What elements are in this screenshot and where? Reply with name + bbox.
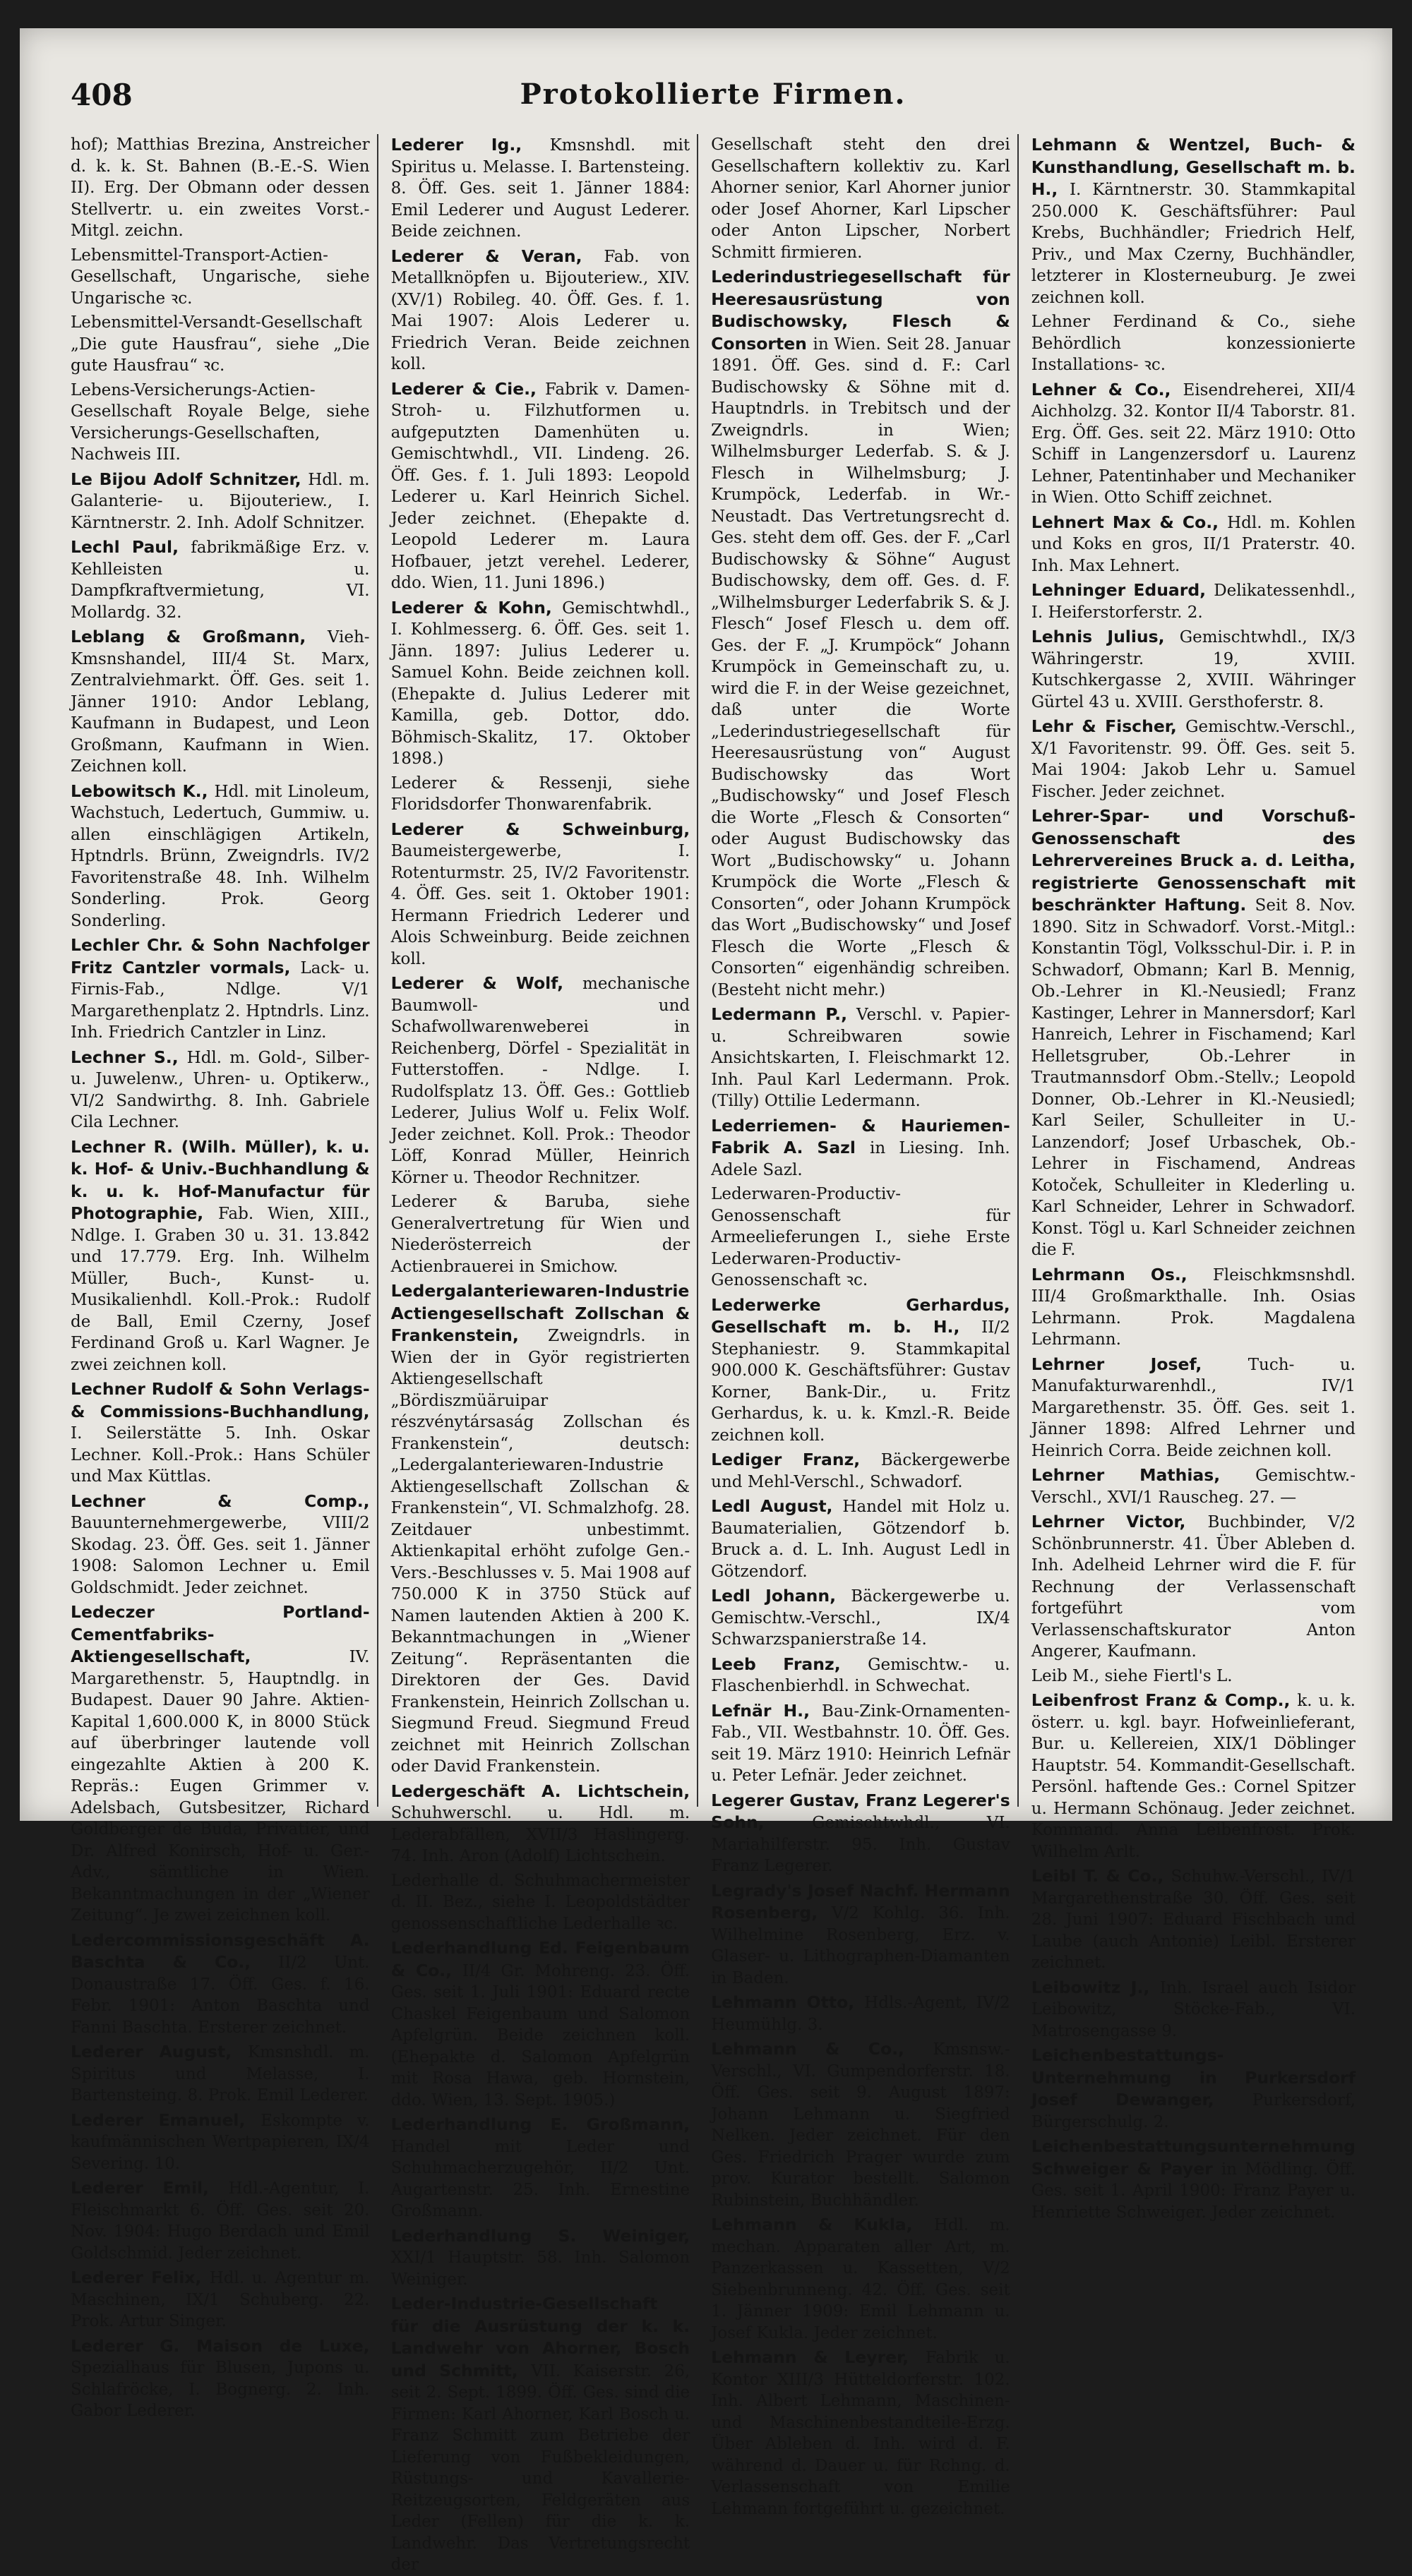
directory-entry [711,1004,1010,1112]
entry-text: VII. Kaiserstr. 26, seit 2. Sept. 1899. Öff. Ges. sind die Firmen: Karl Ahorner, Karl Bosch u. Franz Schmitt zum Betriebe der Lieferung von Fußbekleidungen, Rüstungs- und Kavallerie-Reitzeugsorten, Feldgeräten aus Leder (Fellen) für die k. k. Landwehr. Das Vertretungsrecht der [390,2361,690,2574]
entry-text: Leib M., siehe Fiertl's L. [1031,1666,1233,1685]
directory-entry [71,2109,370,2175]
firm-name: Ledeczer Portland-Cementfabriks-Aktiengesellschaft, [71,1602,370,1666]
firm-name: Ledergalanteriewaren-Industrie Actiengesellschaft Zollschan & Frankenstein, [390,1281,690,1345]
entry-text: Gemischtwhdl., I. Kohlmesserg. 6. Öff. Ges. seit 1. Jänn. 1897: Julius Lederer u. Samuel Kohn. Beide zeichnen koll. (Ehepakte d. Julius Lederer mit Kamilla, geb. Dottor, ddo. Böhmisch-Skalitz, 17. Oktober 1898.) [390,598,690,768]
directory-entry [711,1495,1010,1582]
firm-name: Lederer Emil, [71,2178,229,2198]
entry-text: Eskompte v. kaufmännischen Wertpapieren, IX/4 Severing. 10. [71,2111,370,2173]
entry-text: Hdl. mit Linoleum, Wachstuch, Ledertuch, Gummiw. u. allen einschlägigen Artikeln, Hptndrls. Brünn, Zweigndrls. IV/2 Favoritenstraße 48. Inh. Wilhelm Sonderling. Prok. Georg Sonderling. [71,782,370,930]
directory-entry [391,773,690,816]
directory-entry [71,1491,370,1599]
directory-entry [391,2114,690,2222]
directory-entry [711,1184,1010,1292]
directory-entry [391,973,690,1188]
entry-text: Lack- u. Firnis-Fab., Ndlge. V/1 Margarethenplatz 2. Hptndrls. Linz. Inh. Friedrich Cantzler in Linz. [71,958,370,1042]
directory-entry [711,1294,1010,1447]
firm-name: Lederwerke Gerhardus, Gesellschaft m. b. H., [711,1294,1010,1337]
firm-name: Lederhandlung Ed. Feigenbaum & Co., [390,1938,690,1980]
directory-entry [71,1378,370,1488]
entry-text: Handel mit Leder und Schuhmacherzugehör, II/2 Unt. Augartenstr. 25. Inh. Ernestine Großmann. [390,2137,690,2220]
firm-name: Ledermann P., [711,1004,856,1024]
firm-name: Lehr & Fischer, [1031,716,1186,736]
firm-name: Lechner & Comp., [71,1491,370,1511]
directory-entry [71,134,370,242]
firm-name: Lehmann & Leyrer, [711,2347,926,2367]
firm-name: Ledercommissionsgeschäft A. Baschta & Co., [71,1930,370,1972]
entry-text: Schuhwerschl. u. Hdl. m. Lederabfällen, XVII/3 Haslingerg. 74. Inh. Aron (Adolf) Lichtschein. [390,1804,690,1865]
firm-name: Lederer & Veran, [390,246,604,266]
firm-name: Lehmann & Kukla, [711,2215,934,2234]
directory-entry [391,1191,690,1277]
directory-entry [71,626,370,778]
entry-text: Fabrik v. Damen-Stroh- u. Filzhutformen u. aufgeputzten Damenhüten u. Gemischtwhdl., VII. Lindeng. 26. Öff. Ges. f. 1. Juli 1893: Leopold Lederer u. Karl Heinrich Sichel. Jeder zeichnet. (Ehepakte d. Leopold Lederer m. Laura Hofbauer, jetzt verehel. Lederer, ddo. Wien, 11. Juni 1896.) [390,380,690,592]
directory-entry [1031,134,1356,308]
firm-name: Lehnert Max & Co., [1031,512,1228,532]
entry-text: Kmsnshdl. m. Spiritus und Melasse, I. Bartensteing. 8. Prok. Emil Lederer. [71,2043,370,2105]
entry-text: hof); Matthias Brezina, Anstreicher d. k. k. St. Bahnen (B.-E.-S. Wien II). Erg. Der Obmann oder dessen Stellvertr. u. ein zweites Vorst.-Mitgl. zeichn. [71,136,370,240]
column-4 [1031,134,1363,2222]
firm-name: Lechner Rudolf & Sohn Verlags- & Commissions-Buchhandlung, [71,1379,370,1421]
entry-text: Tuch- u. Manufakturwarenhdl., IV/1 Margarethenstr. 35. Öff. Ges. seit 1. Jänner 1898: Alfred Lehrner und Heinrich Corra. Beide zeichnen koll. [1031,1355,1356,1460]
firm-name: Le Bijou Adolf Schnitzer, [71,469,309,489]
directory-entry [391,1937,690,2111]
firm-name: Lederer & Schweinburg, [390,819,690,839]
firm-name: Lehrner Josef, [1031,1354,1248,1374]
entry-text: I. Seilerstätte 5. Inh. Oskar Lechner. Koll.-Prok.: Hans Schüler und Max Küttlas. [71,1424,370,1486]
entry-text: Gemischtw.-Verschl., XVI/1 Rauscheg. 27. — [1031,1467,1356,1507]
entry-text: Schuhw.-Verschl., IV/1 Margarethenstraße 30. Öff. Ges. seit 28. Juni 1907: Eduard Fischbach und Laube (auch Antonie) Leibl. Ersterer zeichnet. [1031,1867,1356,1972]
firm-name: Lederer & Wolf, [390,973,583,993]
entry-text: Gemischtwhdl., IX/3 Währingerstr. 19, XVIII. Kutschkergasse 2, XVIII. Währinger Gürtel 43 u. XVIII. Gersthoferstr. 8. [1031,628,1356,711]
directory-entry [391,378,690,594]
directory-entry [71,781,370,932]
directory-entry [1031,512,1356,577]
entry-text: Baumeistergewerbe, I. Rotenturmstr. 25, IV/2 Favoritenstr. 4. Öff. Ges. seit 1. Oktober 1901: Hermann Friedrich Lederer und Alois Schweinburg. Beide zeichnen koll. [390,842,690,968]
column-3 [711,134,1019,2518]
directory-entry [1031,1511,1356,1663]
firm-name: Lehrner Mathias, [1031,1465,1256,1485]
entry-text: in Wien. Seit 28. Januar 1891. Öff. Ges. sind d. F.: Carl Budischowsky & Söhne mit d. Hauptndrls. in Trebitsch und der Zweigndrls. in Wien; Wilhelmsburger Lederfab. S. & J. Flesch in Wilhelmsburg; J. Krumpöck, Lederfab. in Wr.-Neustadt. Das Vertretungsrecht d. Ges. steht dem off. Ges. der F. „Carl Budischowsky & Söhne“ August Budischowsky, dem off. Ges. d. F. „Wilhelmsburger Lederfabrik S. & J. Flesch“ Josef Flesch u. dem off. Ges. der F. „J. Krumpöck“ Johann Krumpöck in Gemeinschaft zu, u. wird die F. in der Weise gezeichnet, daß unter die Worte „Lederindustriegesellschaft für Heeresausrüstung von“ August Budischowsky das Wort „Budischowsky“ und Josef Flesch die Worte „Flesch & Consorten“ oder August Budischowsky das Wort „Budischowsky“ u. Johann Krumpöck die Worte „Flesch & Consorten“, oder Johann Krumpöck das Wort „Budischowsky“ und Josef Flesch die Worte „Flesch & Consorten“ eigenhändig schreiben. (Besteht nicht mehr.) [711,335,1010,999]
entry-text: Fab. Wien, XIII., Ndlge. I. Graben 30 u. 31. 13.842 und 17.779. Erg. Inh. Wilhelm Müller, Buch-, Kunst- u. Musikalienhdl. Koll.-Prok.: Rudolf de Ball, Emil Czerny, Josef Ferdinand Groß u. Karl Wagner. Je zwei zeichnen koll. [71,1205,370,1374]
entry-text: Eisendreherei, XII/4 Aichholzg. 32. Kontor II/4 Taborstr. 81. Erg. Öff. Ges. seit 22. März 1910: Otto Schiff in Langenzersdorf u. Laurenz Lehner, Patentinhaber und Mechaniker in Wien. Otto Schiff zeichnet. [1031,380,1356,507]
firm-name: Lehnis Julius, [1031,627,1180,646]
column-1 [71,134,378,2420]
firm-name: Lehrmann Os., [1031,1264,1213,1284]
firm-name: Lefnär H., [711,1700,822,1721]
firm-name: Lederer & Cie., [390,378,546,399]
entry-text: II/2 Stephaniestr. 9. Stammkapital 900.000 K. Geschäftsführer: Gustav Korner, Bank-Dir., u. Fritz Gerhardus, k. u. k. Kmzl.-R. Beide zeichnen koll. [711,1318,1010,1445]
text-columns [71,134,1363,2574]
directory-entry [71,934,370,1044]
entry-text: Fleischkmsnshdl. III/4 Großmarkthalle. Inh. Osias Lehrmann. Prok. Magdalena Lehrmann. [1031,1265,1356,1349]
firm-name: Leichenbestattungsunternehmung Schweiger & Payer [1031,2136,1356,2179]
entry-text: Gemischtw.- u. Flaschenbierhdl. in Schwechat. [711,1655,1010,1695]
entry-text: in Liesing. Inh. Adele Sazl. [711,1139,1010,1179]
entry-text: Lederwaren-Productiv-Genossenschaft für Armeelieferungen I., siehe Erste Lederwaren-Productiv-Genossenschaft ꝛc. [711,1185,1010,1289]
directory-entry [711,2038,1010,2211]
directory-entry [71,536,370,623]
directory-entry [71,1930,370,2039]
firm-name: Lehninger Eduard, [1031,580,1214,600]
entry-text: Hdls.-Agent, IV/2 Heumühlg. 3. [711,1994,1010,2034]
directory-entry [391,2225,690,2291]
entry-text: Fabrik u. Kontor XIII/3 Hütteldorferstr. 102. Inh. Albert Lehmann, Maschinen- und Maschinenbestandteile-Erzg. Über Ableben d. Inh. wird d. F. während d. Dauer u. für Rchng. d. Verlassenschaft von Emilie Lehmann fortgeführt u. gezeichnet. [711,2349,1010,2518]
directory-entry [71,2177,370,2264]
firm-name: Lederer Felix, [71,2268,210,2287]
entry-text: Handel mit Holz u. Baumaterialien, Götzendorf b. Bruck a. d. L. Inh. August Ledl in Götzendorf. [711,1498,1010,1581]
directory-entry [711,266,1010,1001]
entry-text: Zweigndrls. in Wien der in Györ registrierten Aktiengesellschaft „Bördiszmüäruipar részvénytársaság Zollschan és Frankenstein“, deutsch: „Ledergalanteriewaren-Industrie Aktiengesellschaft Zollschan & Frankenstein“, VI. Schmalzhofg. 28. Zeitdauer unbestimmt. Aktienkapital erhöht zufolge Gen.-Vers.-Beschlusses v. 5. Mai 1908 auf 750.000 K in 3750 Stück auf Namen lautenden Aktien à 200 K. Bekanntmachungen in „Wiener Zeitung“. Repräsentanten die Direktoren der Ges. David Frankenstein, Heinrich Zollschan u. Siegmund Freud. Siegmund Freud zeichnet mit Heinrich Zollschan oder David Frankenstein. [390,1327,690,1776]
entry-text: Lederer & Ressenji, siehe Floridsdorfer Thonwarenfabrik. [390,774,690,814]
directory-entry [1031,1977,1356,2042]
directory-entry [711,134,1010,263]
entry-text: Gemischtwhdl., VI. Mariahilferstr. 95. Inh. Gustav Franz Legerer. [711,1814,1010,1875]
directory-entry [1031,1464,1356,1508]
entry-text: fabrikmäßige Erz. v. Kehlleisten u. Dampfkraftvermietung, VI. Mollardg. 32. [71,538,370,622]
entry-text: XXI/1 Hauptstr. 58. Inh. Salomon Weiniger. [390,2249,690,2289]
firm-name: Lederhandlung E. Großmann, [390,2114,690,2134]
directory-entry [711,1992,1010,2035]
directory-entry [71,469,370,534]
firm-name: Lederhandlung S. Weiniger, [390,2225,690,2246]
entry-text: Verschl. v. Papier- u. Schreibwaren sowie Ansichtskarten, I. Fleischmarkt 12. Inh. Paul Karl Ledermann. Prok. (Tilly) Ottilie Ledermann. [711,1006,1010,1110]
entry-text: k. u. k. österr. u. kgl. bayr. Hofweinlieferant, Bur. u. Kellereien, XIX/1 Döblinger Hauptstr. 54. Kommandit-Gesellschaft. Persönl. haftende Ges.: Cornel Spitzer u. Hermann Schönaug. Jeder zeichnet. Kommand. Anna Leibenfrost. Prok. Wilhelm Arlt. [1031,1692,1356,1861]
page-number: 408 [71,78,133,112]
entry-text: Bauunternehmergewerbe, VIII/2 Skodag. 23. Öff. Ges. seit 1. Jänner 1908: Salomon Lechner u. Emil Goldschmidt. Jeder zeichnet. [71,1514,370,1597]
directory-entry [711,1585,1010,1651]
firm-name: Lechner R. (Wilh. Müller), k. u. k. Hof- & Univ.-Buchhandlung & k. u. k. Hof-Manufactur für Photographie, [71,1136,370,1223]
firm-name: Lehrer-Spar- und Vorschuß-Genossenschaft des Lehrervereines Bruck a. d. Leitha, registrierte Genossenschaft mit beschränkter Haftung. [1031,806,1356,915]
firm-name: Leder-Industrie-Gesellschaft für die Ausrüstung der k. k. Landwehr von Ahorner, Bosch und Schmitt, [390,2294,690,2381]
firm-name: Lederindustriegesellschaft für Heeresausrüstung von Budischowsky, Flesch & Consorten [711,267,1010,354]
directory-entry [71,380,370,466]
entry-text: Hdl. m. Kohlen und Koks en gros, II/1 Praterstr. 40. Inh. Max Lehnert. [1031,513,1356,575]
entry-text: Lederer & Baruba, siehe Generalvertretung für Wien und Niederösterreich der Actienbrauerei in Smichow. [390,1193,690,1276]
directory-entry [1031,2136,1356,2223]
firm-name: Lechner S., [71,1047,187,1067]
directory-entry [711,1654,1010,1697]
firm-name: Lehner & Co., [1031,379,1183,399]
directory-entry [71,312,370,377]
directory-entry [71,2041,370,2107]
entry-text: Hdl.-Agentur, I. Fleischmarkt 6. Öff. Ges. seit 20. Nov. 1904: Hugo Berdach und Emil Goldschmid. Jeder zeichnet. [71,2179,370,2263]
directory-entry [1031,1666,1356,1687]
entry-text: Vieh-Kmsnshandel, III/4 St. Marx, Zentralviehmarkt. Öff. Ges. seit 1. Jänner 1910: Andor Leblang, Kaufmann in Budapest, und Leon Großmann, Kaufmann in Wien. Zeichnen koll. [71,628,370,776]
entry-text: Gemischtw.-Verschl., X/1 Favoritenstr. 99. Öff. Ges. seit 5. Mai 1904: Jakob Lehr u. Samuel Fischer. Jeder zeichnet. [1031,718,1356,801]
entry-text: Hdl. u. Agentur m. Maschinen, IX/1 Schuberg. 22. Prok. Artur Singer. [71,2269,370,2330]
firm-name: Ledl Johann, [711,1586,851,1606]
directory-entry [1031,379,1356,509]
directory-entry [391,1781,690,1867]
firm-name: Lediger Franz, [711,1450,881,1469]
directory-entry [1031,716,1356,802]
entry-text: Lederhalle d. Schuhmachermeister d. II. Bez., siehe I. Leopoldstädter genossenschaftliche Lederhalle ꝛc. [390,1871,690,1933]
entry-text: Seit 8. Nov. 1890. Sitz in Schwadorf. Vorst.-Mitgl.: Konstantin Tögl, Volksschul-Dir. i. P. in Schwadorf, Obmann; Karl B. Mennig, Ob.-Lehrer in Kl.-Neusiedl; Franz Kastinger, Lehrer in Mannersdorf; Karl Hanreich, Lehrer in Fischamend; Karl Helletsgruber, Ob.-Lehrer in Trautmannsdorf Obm.-Stellv.; Leopold Donner, Ob.-Lehrer in Kl.-Neusiedl; Karl Seiler, Schulleiter in U.-Lanzendorf; Josef Urbaschek, Ob.-Lehrer in Fischamend, Andreas Kotoček, Schulleiter in Klederling u. Karl Schneider, Lehrer in Schwadorf. Konst. Tögl u. Karl Schneider zeichnen die F. [1031,896,1356,1259]
entry-text: Lebens-Versicherungs-Actien-Gesellschaft Royale Belge, siehe Versicherungs-Gesellschaften, Nachweis III. [71,380,370,464]
firm-name: Lederriemen- & Hauriemen-Fabrik A. Sazl [711,1115,1010,1157]
directory-entry [391,597,690,770]
entry-text: Buchbinder, V/2 Schönbrunnerstr. 41. Über Ableben d. Inh. Adelheid Lehrner wird die F. für Rechnung der Verlassenschaft fortgeführt vom Verlassenschaftskurator Anton Angerer, Kaufmann. [1031,1513,1356,1661]
directory-entry [391,819,690,970]
firm-name: Leibenfrost Franz & Comp., [1031,1690,1298,1710]
firm-name: Lederer Ig., [390,135,550,155]
firm-name: Lehrner Victor, [1031,1512,1208,1531]
firm-name: Leblang & Großmann, [71,627,328,646]
directory-entry [711,2347,1010,2520]
firm-name: Legerer Gustav, Franz Legerer's Sohn, [711,1790,1010,1832]
firm-name: Ledl August, [711,1496,843,1516]
directory-entry [1031,805,1356,1261]
entry-text: Lebensmittel-Transport-Actien-Gesellschaft, Ungarische, siehe Ungarische ꝛc. [71,246,370,308]
directory-entry [71,245,370,310]
directory-entry [71,2267,370,2333]
directory-page [20,28,1392,2574]
directory-entry [1031,1690,1356,1862]
firm-name: Lebowitsch K., [71,781,215,801]
directory-entry [1031,1354,1356,1462]
directory-entry [71,1601,370,1927]
directory-entry [391,246,690,375]
directory-entry [391,134,690,243]
firm-name: Lederer & Kohn, [390,597,563,618]
entry-text: II/4 Gr. Mohreng. 23. Öff. Ges. seit 1. Juli 1901: Eduard recte Chaskel Feigenbaum und Salomon Apfelgrün. Beide zeichnen koll. (Ehepakte d. Salomon Apfelgrün mit Rosa Hawa, geb. Hornstein, ddo. Wien, 13. Sept. 1905.) [390,1961,690,2109]
firm-name: Lederer Emanuel, [71,2109,261,2130]
entry-text: Hdl. m. Galanterie- u. Bijouteriew., I. Kärntnerstr. 2. Inh. Adolf Schnitzer. [71,470,370,532]
column-2 [390,134,699,2574]
directory-entry [1031,1264,1356,1351]
firm-name: Leibowitz J., [1031,1977,1160,1997]
entry-text: Bäckergewerbe und Mehl-Verschl., Schwadorf. [711,1451,1010,1491]
firm-name: Lehmann Otto, [711,1992,865,2012]
firm-name: Lehmann & Co., [711,2039,933,2059]
entry-text: Hdl. m. mechan. Apparaten aller Art, m. Panzerkassen u. Kassetten, V/2 Siebenbrunneng. 42. Öff. Ges. seit 1. Jänner 1909: Emil Lehmann u. Josef Kukla. Jeder zeichnet. [711,2216,1010,2342]
directory-entry [1031,1865,1356,1974]
directory-entry [391,1280,690,1778]
directory-entry [711,1449,1010,1493]
entry-text: Delikatessenhdl., I. Heiferstorferstr. 2. [1031,582,1356,622]
entry-text: Inh. Israel auch Isidor Leibowitz, Stöcke-Fab., VI. Matrosengasse 9. [1031,1978,1356,2040]
entry-text: in Mödling. Öff. Ges. seit 1. April 1900: Franz Payer u. Henriette Schweiger. Jeder zeichnet. [1031,2160,1356,2222]
entry-text: Gesellschaft steht den drei Gesellschaftern kollektiv zu. Karl Ahorner senior, Karl Ahorner junior oder Josef Ahorner, Karl Lipscher oder Anton Lipscher, Norbert Schmitt firmieren. [711,136,1010,262]
firm-name: Lederer August, [71,2042,248,2062]
directory-entry [711,1700,1010,1787]
directory-entry [71,1047,370,1133]
directory-entry [391,2293,690,2576]
running-title: Protokollierte Firmen. [520,78,907,111]
entry-text: IV. Margarethenstr. 5, Hauptndlg. in Budapest. Dauer 90 Jahre. Aktien-Kapital 1,600.000 K, in 8000 Stück auf überbringer lautende voll eingezahlte Aktien à 200 K. Repräs.: Eugen Grimmer v. Adelsbach, Gutsbesitzer, Richard Goldberger de Buda, Privatier, und Dr. Alfred Konirsch, Hof- u. Ger.-Adv., sämtliche in Wien. Bekanntmachungen in der „Wiener Zeitung“. Je zwei zeichnen koll. [71,1648,370,1925]
entry-text: Lebensmittel-Versandt-Gesellschaft „Die gute Hausfrau“, siehe „Die gute Hausfrau“ ꝛc. [71,313,370,375]
firm-name: Leichenbestattungs-Unternehmung in Purkersdorf Josef Dewanger, [1031,2045,1356,2109]
firm-name: Legrady's Josef Nachf. Hermann Rosenberg, [711,1880,1010,1922]
entry-text: Bäckergewerbe u. Gemischtw.-Verschl., IX/4 Schwarzspanierstraße 14. [711,1587,1010,1649]
directory-entry [711,1790,1010,1877]
firm-name: Lehmann & Wentzel, Buch- & Kunsthandlung, Gesellschaft m. b. H., [1031,135,1356,199]
firm-name: Leeb Franz, [711,1654,868,1674]
entry-text: I. Kärntnerstr. 30. Stammkapital 250.000 K. Geschäftsführer: Paul Krebs, Buchhändler; Friedrich Helf, Priv., und Max Czerny, Buchhändler, letzterer in Klosterneuburg. Je zwei zeichnen koll. [1031,181,1356,307]
directory-entry [71,2335,370,2422]
firm-name: Lechler Chr. & Sohn Nachfolger Fritz Cantzler vormals, [71,935,370,977]
entry-text: Fab. von Metallknöpfen u. Bijouteriew., XIV. (XV/1) Robileg. 40. Öff. Ges. f. 1. Mai 1907: Alois Lederer u. Friedrich Veran. Beide zeichnen koll. [390,247,690,373]
entry-text: II/2 Unt. Donaustraße 17. Öff. Ges. f. 16. Febr. 1901: Anton Baschta und Fanni Baschta. Ersterer zeichnet. [71,1954,370,2037]
entry-text: Spezialhaus für Blusen, Jupons u. Schlafröcke, I. Bognerg. 2. Inh. Gabor Lederer. [71,2359,370,2420]
firm-name: Lechl Paul, [71,537,191,557]
directory-entry [71,1136,370,1376]
entry-text: Bau-Zink-Ornamenten-Fab., VII. Westbahnstr. 10. Öff. Ges. seit 19. März 1910: Heinrich Lefnär u. Peter Lefnär. Jeder zeichnet. [711,1702,1010,1785]
firm-name: Leibl T. & Co., [1031,1866,1171,1886]
firm-name: Ledergeschäft A. Lichtschein, [390,1781,690,1801]
directory-entry [711,2214,1010,2344]
entry-text: Kmsnshdl. mit Spiritus u. Melasse. I. Bartensteing. 8. Öff. Ges. seit 1. Jänner 1884: Emil Lederer und August Lederer. Beide zeichnen. [390,136,690,241]
entry-text: Purkersdorf, Bürgerschulg. 2. [1031,2091,1356,2131]
entry-text: V/2 Kohlg. 36. Inh. Wilhelmine Rosenberg, Erz. v. Glaser- u. Lithographen-Diamanten in Baden. [711,1904,1010,1987]
firm-name: Lederer G. Maison de Luxe, [71,2335,370,2356]
directory-entry [711,1880,1010,1990]
directory-entry [391,1870,690,1935]
entry-text: Hdl. m. Gold-, Silber- u. Juwelenw., Uhren- u. Optikerw., VI/2 Sandwirthg. 8. Inh. Gabriele Cila Lechner. [71,1048,370,1131]
directory-entry [1031,626,1356,713]
entry-text: Kmsnsw.-Verschl., VI. Gumpendorferstr. 18. Öff. Ges. seit 9. August 1897: Johann Lehmann u. Siegfried Nelken. Jeder zeichnet. Für den Ges. Friedrich Prager wurde zum prov. Kurator bestellt. Salomon Rubinstein, Buchhändler. [711,2040,1010,2210]
directory-entry [1031,579,1356,623]
entry-text: mechanische Baumwoll- und Schafwollwarenweberei in Reichenberg, Dörfel - Spezialität in Futterstoffen. - Ndlge. I. Rudolfsplatz 13. Öff. Ges.: Gottlieb Lederer, Julius Wolf u. Felix Wolf. Jeder zeichnet. Koll. Prok.: Theodor Löff, Konrad Müller, Heinrich Körner u. Theodor Rechnitzer. [390,975,690,1187]
entry-text: Lehner Ferdinand & Co., siehe Behördlich konzessionierte Installations- ꝛc. [1031,313,1356,374]
directory-entry [1031,2045,1356,2133]
page-header [71,78,1356,127]
directory-entry [711,1115,1010,1181]
directory-entry [1031,311,1356,376]
